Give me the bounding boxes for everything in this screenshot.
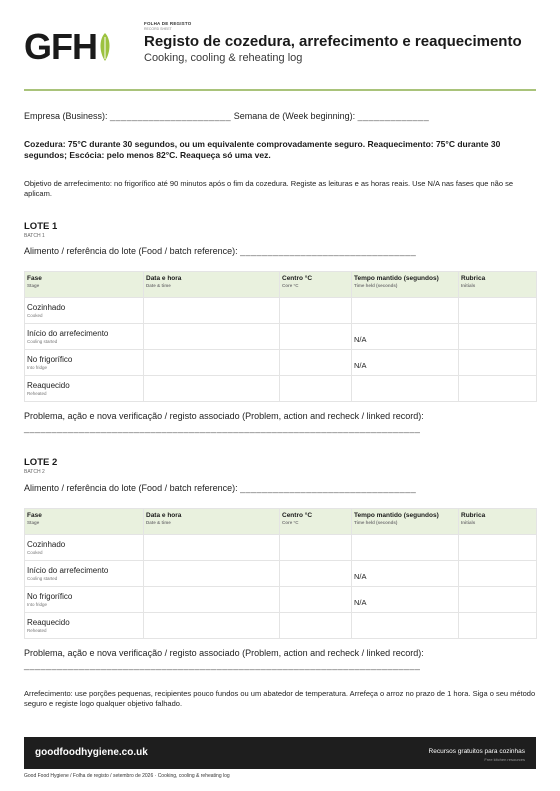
col-core-temp	[280, 509, 352, 535]
cooling-objective: Objetivo de arrefecimento: no frigorífico até 90 minutos após o fim da cozedura. Registe as leituras e as horas reais. Use N/A nas fases que não se aplicam.	[24, 179, 514, 198]
stage-label: No frigorífico	[27, 355, 73, 364]
kicker: FOLHA DE REGISTO	[144, 21, 192, 26]
kicker-sub: RECORD SHEET	[144, 27, 172, 31]
stage-sublabel: Cooling started	[27, 576, 58, 581]
col-datetime-sublabel: Date & time	[146, 520, 171, 525]
time-held-value: N/A	[354, 335, 367, 344]
col-datetime-label: Data e hora	[146, 275, 182, 282]
stage-sublabel: Cooked	[27, 550, 43, 555]
core-temp-cell[interactable]	[280, 324, 352, 350]
time-held-cell[interactable]	[352, 350, 459, 376]
col-initials-sublabel: Initials	[461, 520, 476, 525]
core-temp-cell[interactable]	[280, 350, 352, 376]
time-held-cell[interactable]	[352, 535, 459, 561]
gfh-logo	[24, 27, 112, 67]
col-time-held-sublabel: Time held (seconds)	[354, 283, 398, 288]
col-time-held	[352, 272, 459, 298]
business-field[interactable]: ______________________	[110, 111, 232, 121]
initials-cell[interactable]	[459, 324, 537, 350]
initials-cell[interactable]	[459, 376, 537, 402]
col-datetime-sublabel: Date & time	[146, 283, 171, 288]
time-held-cell[interactable]	[352, 613, 459, 639]
stage-cell	[25, 350, 144, 376]
table-row	[25, 376, 537, 402]
table-row	[25, 587, 537, 613]
time-held-cell[interactable]	[352, 587, 459, 613]
stage-label: Reaquecido	[27, 618, 70, 627]
lot-2-subtitle: BATCH 2	[24, 469, 45, 475]
time-held-cell[interactable]	[352, 298, 459, 324]
datetime-cell[interactable]	[144, 535, 280, 561]
core-temp-cell[interactable]	[280, 561, 352, 587]
page-subtitle: Cooking, cooling & reheating log	[144, 52, 303, 64]
stage-label: Início do arrefecimento	[27, 566, 109, 575]
table-header-row	[25, 509, 537, 535]
initials-cell[interactable]	[459, 561, 537, 587]
temperature-rules: Cozedura: 75°C durante 30 segundos, ou um equivalente comprovadamente seguro. Reaquecimento: 75°C durante 30 segundos; Escócia: pelo menos 82°C. Reaqueça só uma vez.	[24, 139, 501, 160]
initials-cell[interactable]	[459, 535, 537, 561]
initials-cell[interactable]	[459, 298, 537, 324]
lot-2-food-field[interactable]: ________________________________	[240, 483, 417, 493]
cooling-note: Arrefecimento: use porções pequenas, recipientes pouco fundos ou um abatedor de temperatura. Arrefeça o arroz no prazo de 1 hora. Siga o seu método seguro e registe logo qualquer objetivo falhado.	[24, 689, 536, 708]
core-temp-cell[interactable]	[280, 376, 352, 402]
col-time-held-label: Tempo mantido (segundos)	[354, 512, 439, 519]
col-core-temp-sublabel: Core °C	[282, 520, 299, 525]
stage-sublabel: Cooling started	[27, 339, 58, 344]
header-divider	[24, 89, 536, 91]
stage-cell	[25, 324, 144, 350]
lot-2-table	[24, 508, 537, 639]
stage-label: Cozinhado	[27, 303, 66, 312]
lot-2-problem-label: Problema, ação e nova verificação / registo associado (Problem, action and recheck / linked record):	[24, 648, 424, 658]
col-datetime	[144, 509, 280, 535]
lot-1-food-label: Alimento / referência do lote (Food / batch reference):	[24, 246, 238, 256]
stage-label: No frigorífico	[27, 592, 73, 601]
footer-band	[24, 737, 536, 769]
col-core-temp-label: Centro °C	[282, 512, 313, 519]
stage-label: Reaquecido	[27, 381, 70, 390]
col-datetime	[144, 272, 280, 298]
table-row	[25, 298, 537, 324]
stage-sublabel: Into fridge	[27, 365, 48, 370]
col-initials-sublabel: Initials	[461, 283, 476, 288]
lot-2-title: LOTE 2	[24, 457, 58, 468]
stage-sublabel: Reheated	[27, 391, 47, 396]
table-row	[25, 350, 537, 376]
stage-cell	[25, 561, 144, 587]
core-temp-cell[interactable]	[280, 587, 352, 613]
initials-cell[interactable]	[459, 587, 537, 613]
core-temp-cell[interactable]	[280, 535, 352, 561]
time-held-value: N/A	[354, 598, 367, 607]
stage-sublabel: Cooked	[27, 313, 43, 318]
lot-1-title: LOTE 1	[24, 221, 58, 232]
lot-1-subtitle: BATCH 1	[24, 233, 45, 239]
datetime-cell[interactable]	[144, 613, 280, 639]
time-held-value: N/A	[354, 572, 367, 581]
table-row	[25, 561, 537, 587]
time-held-value: N/A	[354, 361, 367, 370]
lot-1-food-field[interactable]: ________________________________	[240, 246, 417, 256]
initials-cell[interactable]	[459, 350, 537, 376]
col-initials	[459, 272, 537, 298]
col-stage	[25, 272, 144, 298]
lot-2-food-label: Alimento / referência do lote (Food / batch reference):	[24, 483, 238, 493]
table-header-row	[25, 272, 537, 298]
stage-cell	[25, 587, 144, 613]
datetime-cell[interactable]	[144, 324, 280, 350]
col-stage-sublabel: Stage	[27, 283, 40, 288]
stage-cell	[25, 376, 144, 402]
datetime-cell[interactable]	[144, 298, 280, 324]
col-time-held-sublabel: Time held (seconds)	[354, 520, 398, 525]
stage-label: Início do arrefecimento	[27, 329, 109, 338]
datetime-cell[interactable]	[144, 561, 280, 587]
resources-label: Recursos gratuitos para cozinhas	[428, 748, 525, 755]
time-held-cell[interactable]	[352, 561, 459, 587]
stage-cell	[25, 535, 144, 561]
datetime-cell[interactable]	[144, 587, 280, 613]
stage-cell	[25, 298, 144, 324]
leaf-icon	[98, 32, 112, 62]
footer-text: Good Food Hygiene / Folha de registo / setembro de 2026 · Cooking, cooling & reheating log	[24, 773, 230, 779]
page-title: Registo de cozedura, arrefecimento e reaquecimento	[144, 33, 522, 50]
lot-1-food-line	[24, 246, 416, 257]
logo-text: GFH	[24, 26, 97, 67]
week-field[interactable]: _____________	[357, 111, 430, 121]
website-link[interactable]: goodfoodhygiene.co.uk	[35, 747, 148, 758]
table-row	[25, 535, 537, 561]
initials-cell[interactable]	[459, 613, 537, 639]
col-stage-label: Fase	[27, 512, 42, 519]
col-datetime-label: Data e hora	[146, 512, 182, 519]
col-core-temp	[280, 272, 352, 298]
core-temp-cell[interactable]	[280, 298, 352, 324]
table-row	[25, 324, 537, 350]
col-initials	[459, 509, 537, 535]
stage-cell	[25, 613, 144, 639]
lot-1-problem-field[interactable]: ________________________________________________________________________	[24, 423, 421, 433]
time-held-cell[interactable]	[352, 324, 459, 350]
business-label: Empresa (Business):	[24, 111, 108, 121]
time-held-cell[interactable]	[352, 376, 459, 402]
table-row	[25, 613, 537, 639]
col-core-temp-sublabel: Core °C	[282, 283, 299, 288]
col-time-held-label: Tempo mantido (segundos)	[354, 275, 439, 282]
datetime-cell[interactable]	[144, 376, 280, 402]
datetime-cell[interactable]	[144, 350, 280, 376]
week-label: Semana de (Week beginning):	[233, 111, 356, 121]
col-stage-label: Fase	[27, 275, 42, 282]
col-time-held	[352, 509, 459, 535]
col-stage	[25, 509, 144, 535]
business-week-line	[24, 111, 429, 122]
lot-2-problem-field[interactable]: ________________________________________________________________________	[24, 660, 421, 670]
core-temp-cell[interactable]	[280, 613, 352, 639]
col-stage-sublabel: Stage	[27, 520, 40, 525]
lot-2-food-line	[24, 483, 416, 494]
col-initials-label: Rubrica	[461, 512, 486, 519]
col-initials-label: Rubrica	[461, 275, 486, 282]
stage-sublabel: Reheated	[27, 628, 47, 633]
stage-label: Cozinhado	[27, 540, 66, 549]
lot-1-problem-label: Problema, ação e nova verificação / registo associado (Problem, action and recheck / linked record):	[24, 411, 424, 421]
resources-sublabel: Free kitchen resources	[484, 757, 525, 762]
lot-1-table	[24, 271, 537, 402]
col-core-temp-label: Centro °C	[282, 275, 313, 282]
stage-sublabel: Into fridge	[27, 602, 48, 607]
